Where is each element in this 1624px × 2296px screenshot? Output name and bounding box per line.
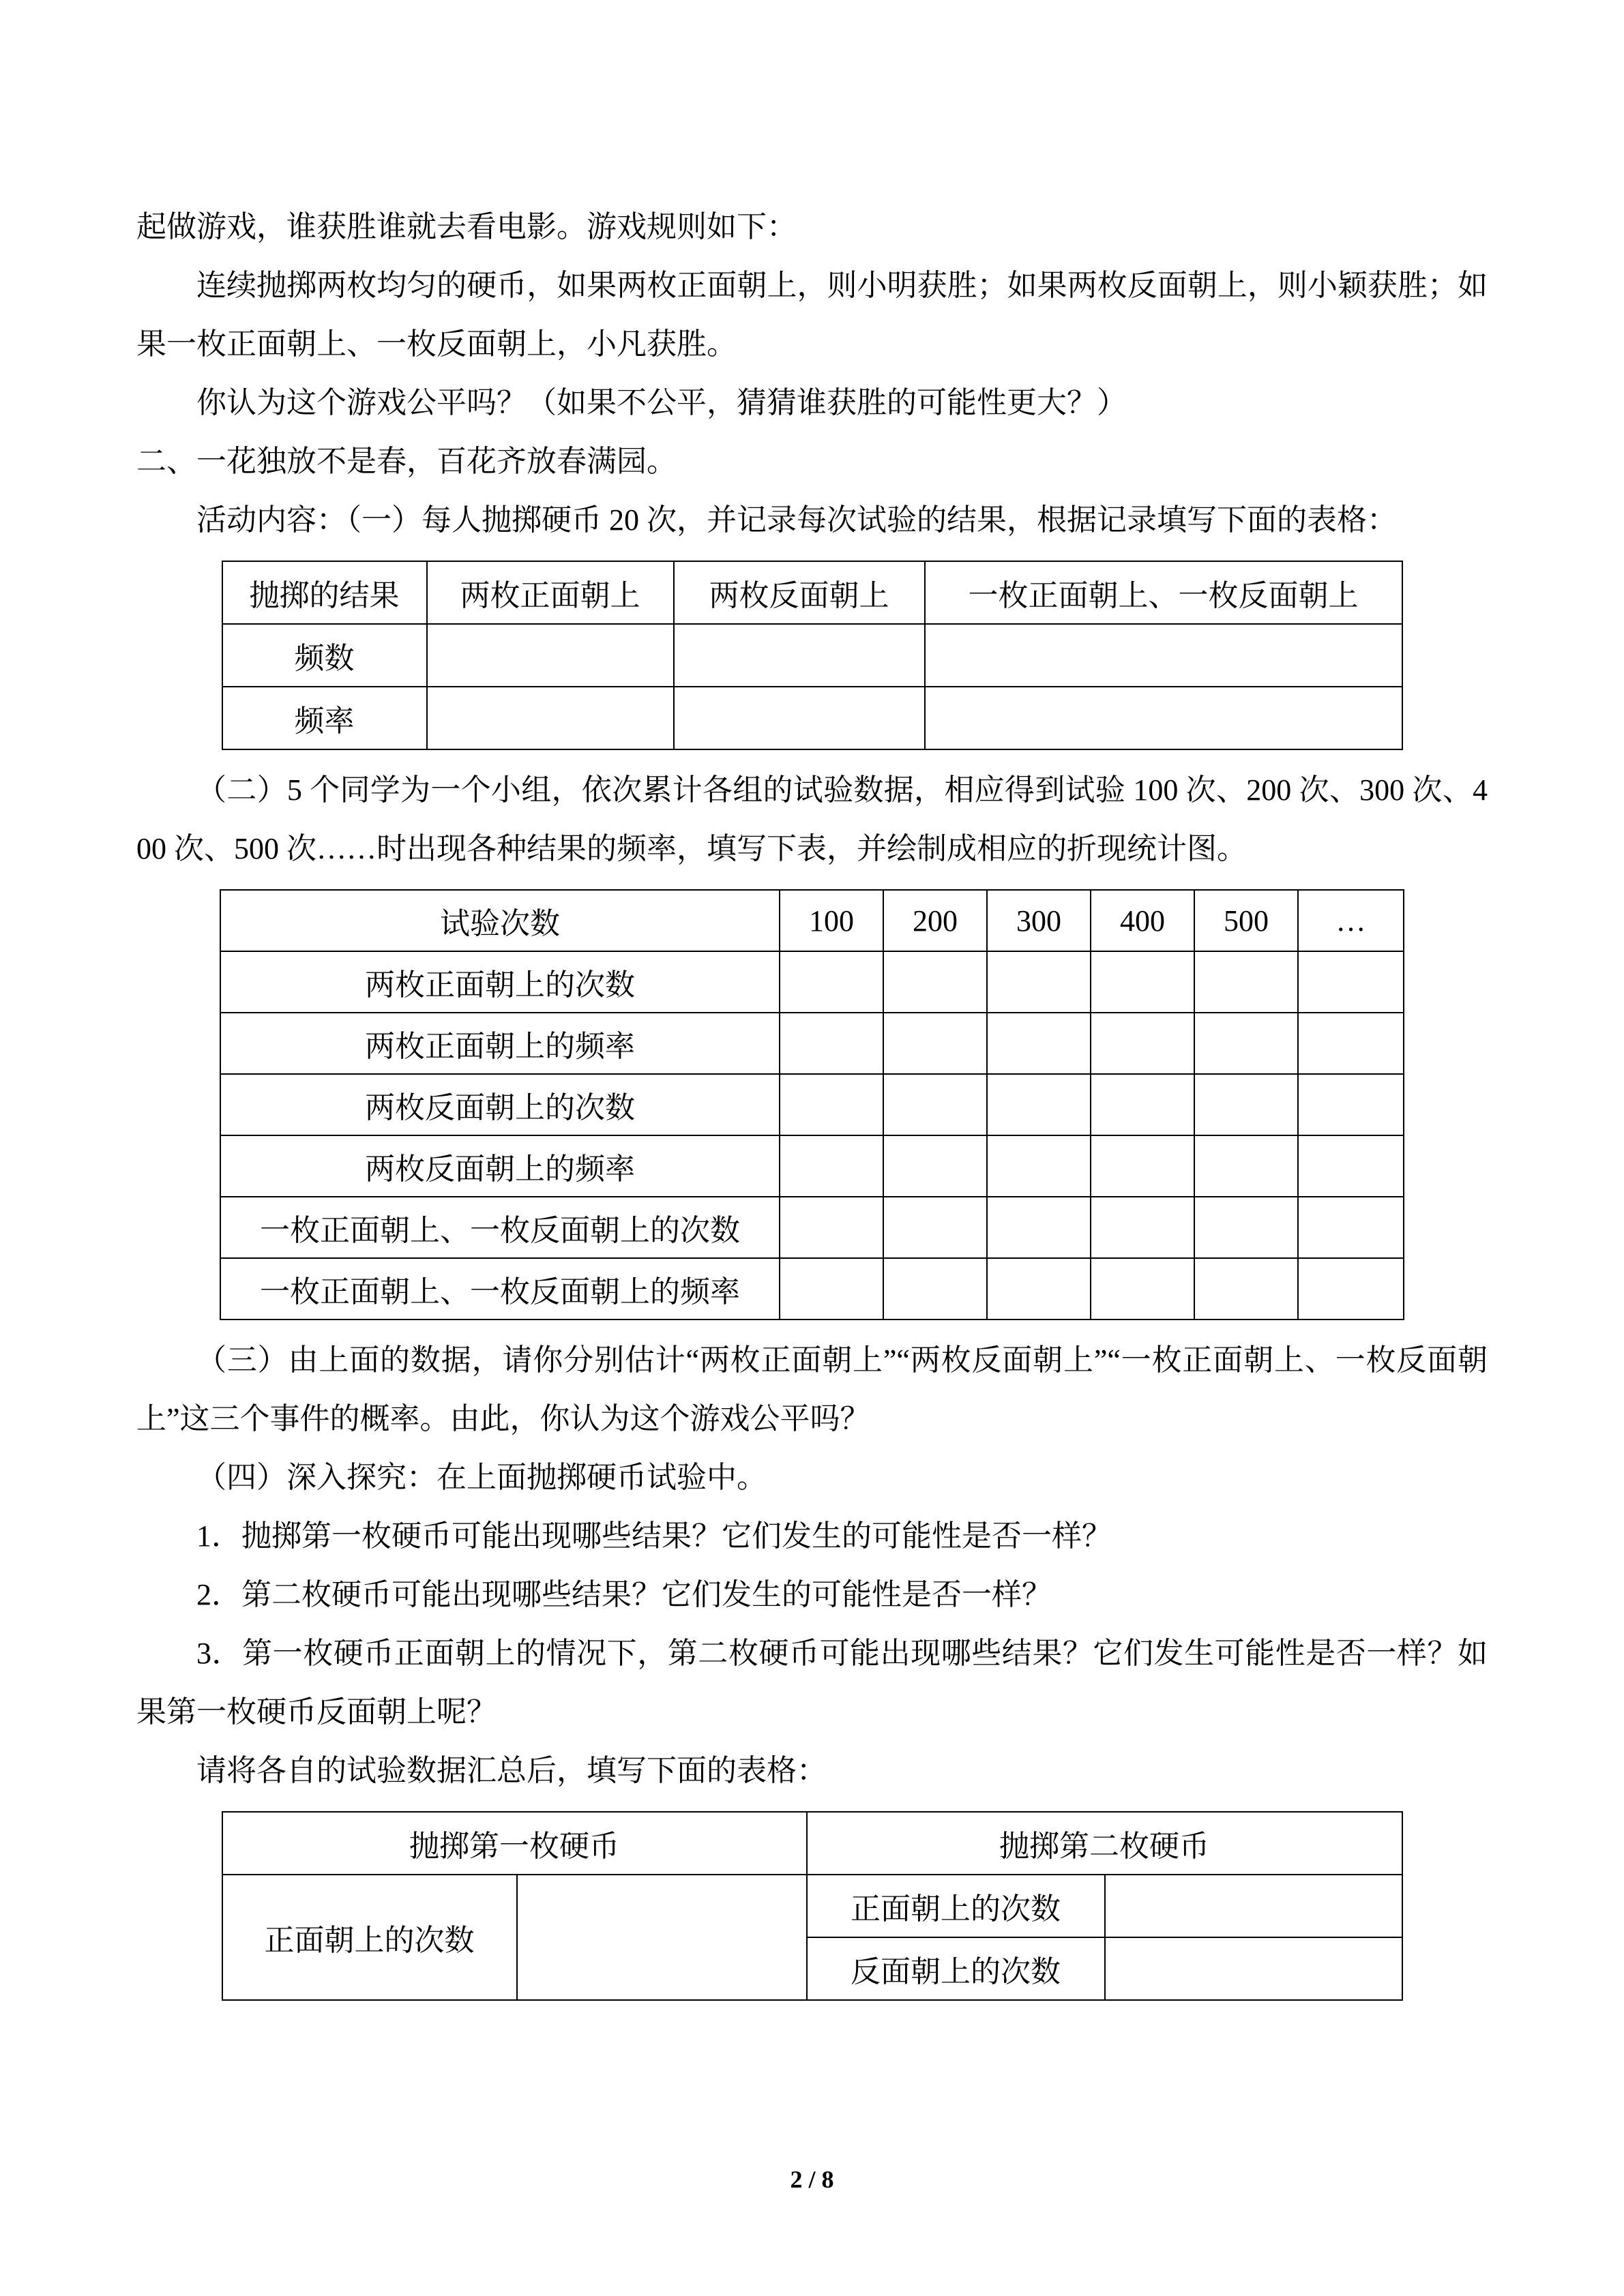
blank-cell: [1298, 1013, 1404, 1074]
table-row: [220, 1135, 1404, 1197]
paragraph-section-two-title: 二、一花独放不是春，百花齐放春满园。: [136, 445, 677, 478]
table-row: [222, 687, 1402, 749]
blank-cell: [883, 1013, 987, 1074]
table3-first-coin-heads-label: 正面朝上的次数: [222, 1875, 517, 2000]
table1-header-result: 抛掷的结果: [222, 561, 427, 624]
blank-cell: [517, 1875, 807, 2000]
table3-header-first-coin: 抛掷第一枚硬币: [222, 1812, 807, 1875]
blank-cell: [1194, 1135, 1298, 1197]
blank-cell: [1298, 951, 1404, 1013]
table-cumulative-trials: [220, 889, 1404, 1320]
blank-cell: [987, 1074, 1091, 1135]
blank-cell: [1298, 1074, 1404, 1135]
blank-cell: [674, 687, 925, 749]
table-row: [220, 1197, 1404, 1258]
table-row: [222, 624, 1402, 687]
blank-cell: [925, 624, 1402, 687]
table2-row-label: 两枚反面朝上的频率: [220, 1135, 780, 1197]
blank-cell: [883, 1135, 987, 1197]
blank-cell: [674, 624, 925, 687]
blank-cell: [1091, 1135, 1194, 1197]
table3-second-coin-tails-label: 反面朝上的次数: [807, 1937, 1105, 2000]
paragraph-activity-three: （三）由上面的数据，请你分别估计“两枚正面朝上”“两枚反面朝上”“一枚正面朝上、一枚反面朝上”这三个事件的概率。由此，你认为这个游戏公平吗？: [136, 1343, 1488, 1435]
blank-cell: [987, 1135, 1091, 1197]
table-row: [220, 1013, 1404, 1074]
blank-cell: [987, 1013, 1091, 1074]
blank-cell: [883, 1197, 987, 1258]
table-coin-summary: [222, 1811, 1403, 2001]
table2-row-label: 一枚正面朝上、一枚反面朝上的次数: [220, 1197, 780, 1258]
paragraph-game-rules: 连续抛掷两枚均匀的硬币，如果两枚正面朝上，则小明获胜；如果两枚反面朝上，则小颖获胜；如果一枚正面朝上、一枚反面朝上，小凡获胜。: [136, 269, 1488, 361]
blank-cell: [1298, 1135, 1404, 1197]
blank-cell: [1194, 951, 1298, 1013]
blank-cell: [780, 1135, 883, 1197]
table-toss-results-20: [222, 561, 1403, 750]
paragraph-activity-two: （二）5 个同学为一个小组，依次累计各组的试验数据，相应得到试验 100 次、200 次、300 次、400 次、500 次……时出现各种结果的频率，填写下表，并绘制成相应的折现统计图。: [136, 773, 1488, 865]
table-row: [220, 1074, 1404, 1135]
blank-cell: [883, 1258, 987, 1320]
blank-cell: [1298, 1258, 1404, 1320]
blank-cell: [1091, 1074, 1194, 1135]
table-row: [220, 951, 1404, 1013]
blank-cell: [883, 951, 987, 1013]
table1-header-both-tails: 两枚反面朝上: [674, 561, 925, 624]
blank-cell: [1105, 1937, 1402, 2000]
table1-row-label-frequency-count: 频数: [222, 624, 427, 687]
blank-cell: [925, 687, 1402, 749]
table2-header-400: 400: [1091, 890, 1194, 951]
table2-header-300: 300: [987, 890, 1091, 951]
table1-row-label-frequency-rate: 频率: [222, 687, 427, 749]
table2-header-ellipsis: …: [1298, 890, 1404, 951]
page-number: 2 / 8: [790, 2166, 834, 2193]
blank-cell: [780, 1074, 883, 1135]
blank-cell: [1091, 1197, 1194, 1258]
table2-row-label: 两枚正面朝上的频率: [220, 1013, 780, 1074]
blank-cell: [987, 1258, 1091, 1320]
blank-cell: [1298, 1197, 1404, 1258]
paragraph-game-intro: 起做游戏，谁获胜谁就去看电影。游戏规则如下：: [136, 210, 797, 243]
paragraph-activity-one: 活动内容：（一）每人抛掷硬币 20 次，并记录每次试验的结果，根据记录填写下面的表格：: [196, 503, 1397, 537]
paragraph-question-1: 1．抛掷第一枚硬币可能出现哪些结果？它们发生的可能性是否一样？: [196, 1519, 1112, 1553]
paragraph-question-2: 2．第二枚硬币可能出现哪些结果？它们发生的可能性是否一样？: [196, 1578, 1052, 1611]
blank-cell: [1194, 1013, 1298, 1074]
table-row: [222, 1875, 1402, 1937]
blank-cell: [1091, 1013, 1194, 1074]
table3-header-second-coin: 抛掷第二枚硬币: [807, 1812, 1402, 1875]
blank-cell: [987, 1197, 1091, 1258]
table2-header-trial-count: 试验次数: [220, 890, 780, 951]
blank-cell: [1105, 1875, 1402, 1937]
table2-header-200: 200: [883, 890, 987, 951]
blank-cell: [1091, 951, 1194, 1013]
blank-cell: [780, 1197, 883, 1258]
table1-header-both-heads: 两枚正面朝上: [427, 561, 674, 624]
blank-cell: [1091, 1258, 1194, 1320]
blank-cell: [780, 1013, 883, 1074]
table2-header-100: 100: [780, 890, 883, 951]
blank-cell: [1194, 1197, 1298, 1258]
paragraph-summary-instruction: 请将各自的试验数据汇总后，填写下面的表格：: [196, 1754, 827, 1787]
table2-row-label: 两枚反面朝上的次数: [220, 1074, 780, 1135]
table3-second-coin-heads-label: 正面朝上的次数: [807, 1875, 1105, 1937]
table2-row-label: 一枚正面朝上、一枚反面朝上的频率: [220, 1258, 780, 1320]
blank-cell: [1194, 1258, 1298, 1320]
table-row: [222, 561, 1402, 624]
table-row: [220, 1258, 1404, 1320]
table1-header-one-each: 一枚正面朝上、一枚反面朝上: [925, 561, 1402, 624]
blank-cell: [427, 687, 674, 749]
blank-cell: [987, 951, 1091, 1013]
blank-cell: [883, 1074, 987, 1135]
blank-cell: [1194, 1074, 1298, 1135]
paragraph-question-3: 3．第一枚硬币正面朝上的情况下，第二枚硬币可能出现哪些结果？它们发生可能性是否一样？如果第一枚硬币反面朝上呢？: [136, 1637, 1488, 1729]
blank-cell: [780, 951, 883, 1013]
table2-header-500: 500: [1194, 890, 1298, 951]
paragraph-fairness-question: 你认为这个游戏公平吗？（如果不公平，猜猜谁获胜的可能性更大？）: [196, 386, 1127, 419]
table-row: [222, 1812, 1402, 1875]
blank-cell: [780, 1258, 883, 1320]
paragraph-activity-four: （四）深入探究：在上面抛掷硬币试验中。: [196, 1461, 767, 1494]
table-row: [220, 890, 1404, 951]
blank-cell: [427, 624, 674, 687]
table2-row-label: 两枚正面朝上的次数: [220, 951, 780, 1013]
